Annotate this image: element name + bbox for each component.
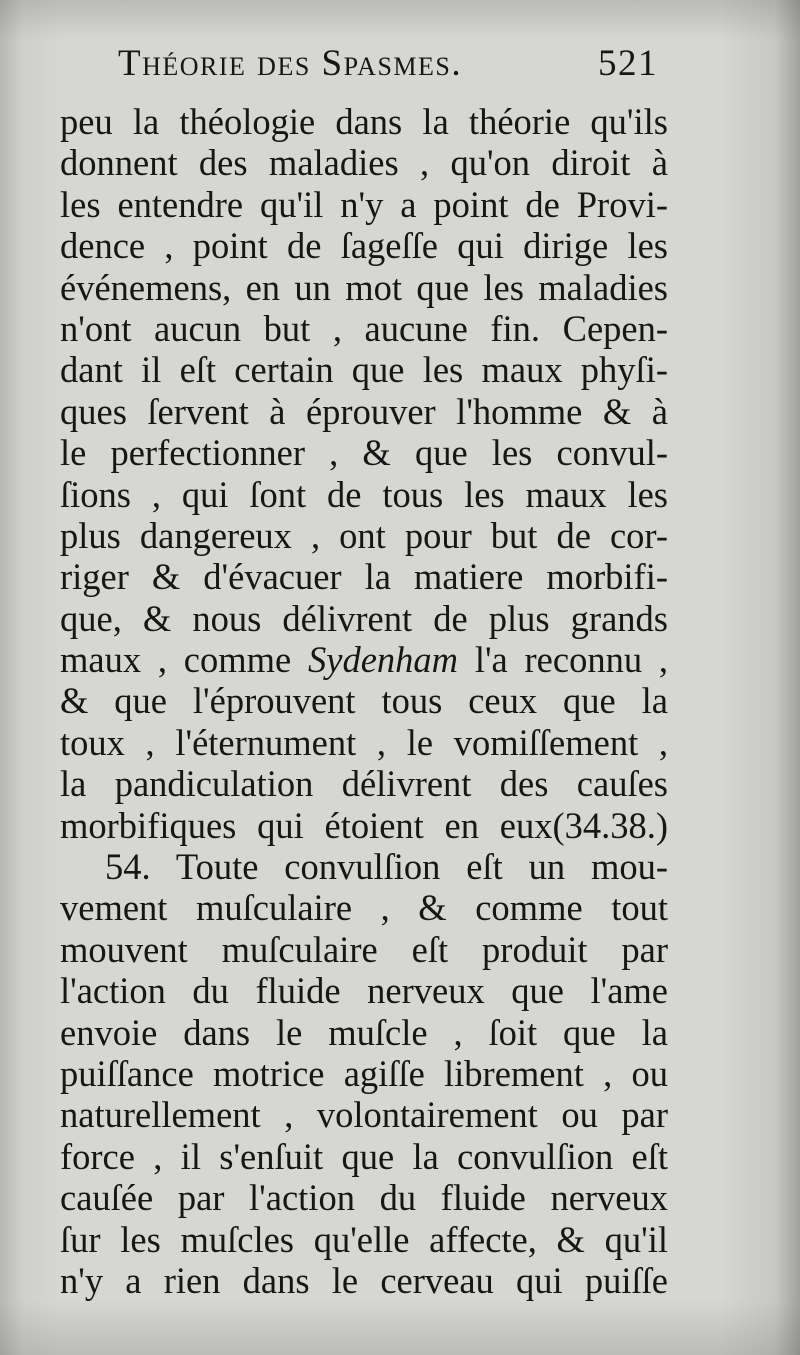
text-line: donnent des maladies , qu'on diroit à — [60, 142, 668, 184]
text-line: n'ont aucun but , aucune fin. Cepen- — [60, 307, 668, 349]
text-line: plus dangereux , ont pour but de cor- — [60, 514, 668, 556]
text-line: cauſée par l'action du fluide nerveux — [60, 1177, 668, 1219]
text-line: ſions , qui ſont de tous les maux les — [60, 473, 668, 515]
body-text — [60, 101, 668, 1301]
running-title: Théorie des Spasmes. — [118, 43, 463, 84]
text-line: la pandiculation délivrent des cauſes — [60, 763, 668, 805]
text-line: mouvent muſculaire eſt produit par — [60, 928, 668, 970]
text-line: ques ſervent à éprouver l'homme & à — [60, 390, 668, 432]
text-line: vement muſculaire , & comme tout — [60, 887, 668, 929]
text-line: force , il s'enſuit que la convulſion eſt — [60, 1135, 668, 1177]
text-line: dant il eſt certain que les maux phyſi- — [60, 349, 668, 391]
text-line: puiſſance motrice agiſſe librement , ou — [60, 1052, 668, 1094]
author-name: Sydenham — [308, 639, 459, 681]
text-line: riger & d'évacuer la matiere morbifi- — [60, 556, 668, 598]
text-line: événemens, en un mot que les maladies — [60, 266, 668, 308]
text-line: toux , l'éternument , le vomiſſement , — [60, 721, 668, 763]
text-line: morbifiques qui étoient en eux(34.38.) — [60, 804, 668, 846]
text-line: que, & nous délivrent de plus grands — [60, 597, 668, 639]
text-line: l'action du fluide nerveux que l'ame — [60, 970, 668, 1012]
text-line: dence , point de ſageſſe qui dirige les — [60, 225, 668, 267]
text-line: ſur les muſcles qu'elle affecte, & qu'il — [60, 1218, 668, 1260]
text-line: peu la théologie dans la théorie qu'ils — [60, 101, 668, 142]
text-line: le perfectionner , & que les convul- — [60, 432, 668, 474]
text-line: maux , comme Sydenham l'a reconnu , — [60, 639, 668, 681]
text-line: envoie dans le muſcle , ſoit que la — [60, 1011, 668, 1053]
text-line: n'y a rien dans le cerveau qui puiſſe — [60, 1259, 668, 1301]
running-head — [118, 42, 658, 92]
paragraph-start-line: 54. Toute convulſion eſt un mou- — [105, 846, 668, 888]
text-line: & que l'éprouvent tous ceux que la — [60, 680, 668, 722]
page-number: 521 — [598, 43, 658, 84]
text-line: naturellement , volontairement ou par — [60, 1094, 668, 1136]
text-line: les entendre qu'il n'y a point de Provi- — [60, 183, 668, 225]
